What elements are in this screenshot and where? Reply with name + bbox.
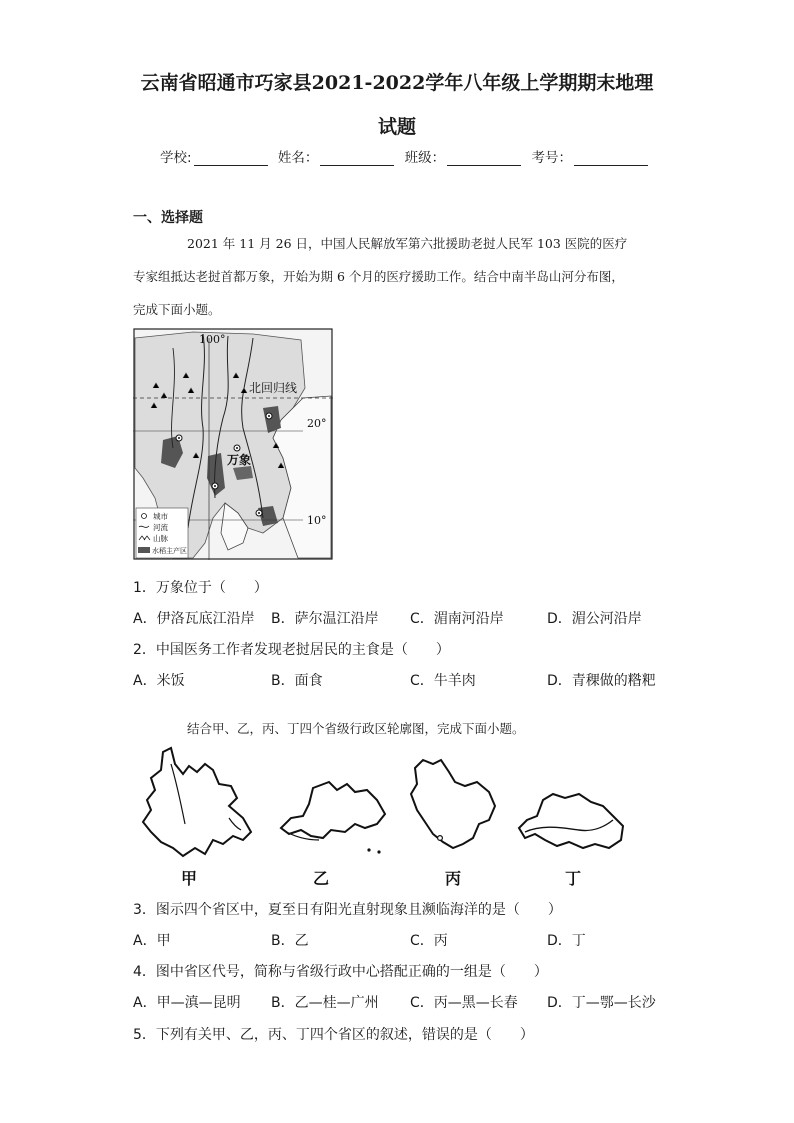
q3-option-c[interactable]: C．丙	[410, 933, 448, 949]
legend-city-label: 城市	[153, 512, 168, 521]
q4-option-b[interactable]: B．乙—桂—广州	[271, 995, 379, 1011]
name-label: 姓名：	[277, 150, 319, 166]
province-outlines-figure	[133, 744, 653, 894]
class-label: 班级：	[404, 150, 446, 166]
q4-option-d[interactable]: D．丁—鄂—长沙	[547, 995, 656, 1011]
intro-paragraph	[133, 227, 663, 326]
province-shape-jia	[143, 748, 251, 856]
q2-option-b[interactable]: B．面食	[271, 673, 323, 689]
q2-option-c[interactable]: C．牛羊肉	[410, 673, 476, 689]
question-2-stem: 2．中国医务工作者发现老挝居民的主食是（ ）	[133, 642, 450, 658]
q1-option-b[interactable]: B．萨尔温江沿岸	[271, 611, 379, 627]
q4-option-a[interactable]: A．甲—滇—昆明	[133, 995, 241, 1011]
student-info-row	[160, 146, 654, 166]
question-3-stem: 3．图示四个省区中，夏至日有阳光直射现象且濒临海洋的是（ ）	[133, 902, 562, 918]
paper-title-line2: 试题	[377, 116, 416, 138]
map-lon-100-label: 100°	[199, 333, 226, 346]
intro-line-1: 2021 年 11 月 26 日，中国人民解放军第六批援助老挝人民军 103 医院的医疗	[187, 236, 628, 251]
q2-option-d[interactable]: D．青稞做的糌粑	[547, 673, 656, 689]
question-5-stem: 5．下列有关甲、乙，丙、丁四个省区的叙述，错误的是（ ）	[133, 1027, 534, 1043]
school-label: 学校:	[160, 150, 192, 166]
map-lat20-label: 20°	[307, 417, 327, 430]
q2-option-a[interactable]: A．米饭	[133, 673, 185, 689]
q3-option-d[interactable]: D．丁	[547, 933, 586, 949]
map-lat10-label: 10°	[307, 514, 327, 527]
q3-option-b[interactable]: B．乙	[271, 933, 309, 949]
legend-city-icon	[142, 514, 147, 519]
province-shape-yi	[281, 782, 385, 838]
q3-option-a[interactable]: A．甲	[133, 933, 171, 949]
legend-river-label: 河流	[153, 523, 168, 532]
class-blank[interactable]	[447, 151, 521, 166]
paper-title-line1: 云南省昭通市巧家县2021-2022学年八年级上学期期末地理	[140, 72, 654, 94]
province-shape-ding	[519, 794, 623, 848]
shape-label-ding: 丁	[565, 869, 582, 888]
legend-mountain-label: 山脉	[153, 534, 168, 543]
indochina-map	[133, 328, 333, 560]
legend-rice-icon	[138, 547, 150, 553]
q4-option-c[interactable]: C．丙—黑—长春	[410, 995, 518, 1011]
shape-label-yi: 乙	[313, 869, 330, 888]
province-shape-bing	[411, 760, 495, 848]
intro-line-2: 专家组抵达老挝首都万象，开始为期 6 个月的医疗援助工作。结合中南半岛山河分布图，	[133, 269, 624, 284]
q1-option-c[interactable]: C．湄南河沿岸	[410, 611, 504, 627]
question-1-stem: 1．万象位于（ ）	[133, 580, 268, 596]
shape-label-jia: 甲	[181, 869, 198, 888]
map-city-label: 万象	[227, 453, 252, 467]
legend-rice-label: 水稻主产区	[152, 547, 187, 555]
map-tropic-label: 北回归线	[249, 381, 298, 395]
shape-label-bing: 丙	[445, 869, 462, 888]
question-4-stem: 4．图中省区代号，简称与省级行政中心搭配正确的一组是（ ）	[133, 964, 548, 980]
exam-number-blank[interactable]	[574, 151, 648, 166]
q1-option-a[interactable]: A．伊洛瓦底江沿岸	[133, 611, 255, 627]
intro2-text: 结合甲、乙，丙、丁四个省级行政区轮廓图，完成下面小题。	[187, 721, 525, 736]
intro-line-3: 完成下面小题。	[133, 302, 221, 317]
name-blank[interactable]	[320, 151, 394, 166]
school-blank[interactable]	[194, 151, 268, 166]
section-heading: 一、选择题	[133, 210, 203, 226]
exam-number-label: 考号：	[531, 150, 572, 166]
q1-option-d[interactable]: D．湄公河沿岸	[547, 611, 642, 627]
